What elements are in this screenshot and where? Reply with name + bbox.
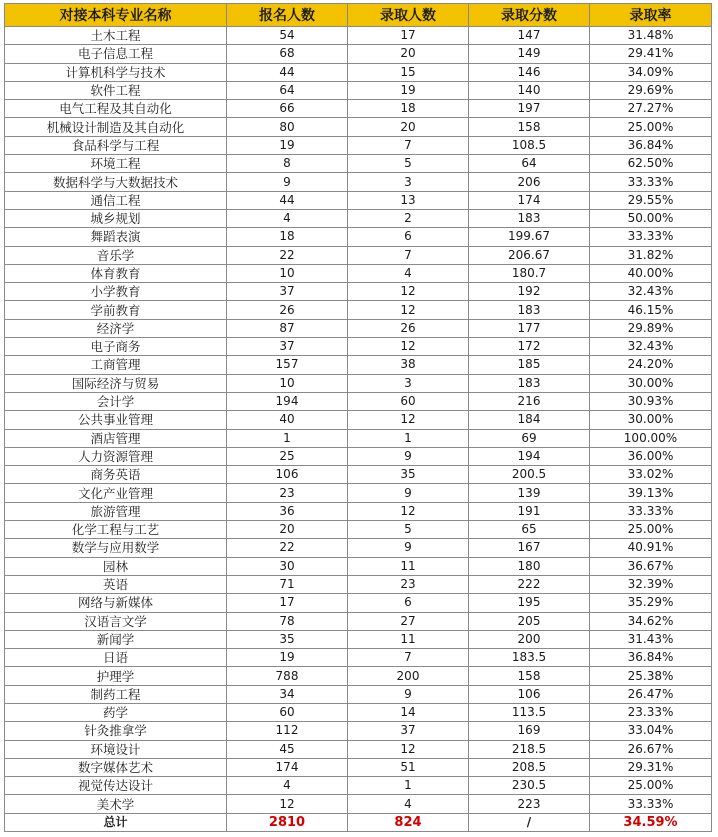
rate-cell: 25.00% (590, 521, 712, 539)
major-cell: 美术学 (5, 795, 227, 813)
major-cell: 小学教育 (5, 283, 227, 301)
table-row (5, 63, 712, 81)
major-cell: 汉语言文学 (5, 612, 227, 630)
header-applicants: 报名人数 (227, 4, 348, 27)
table-row (5, 246, 712, 264)
applicants-cell: 44 (227, 63, 348, 81)
applicants-cell: 1 (227, 429, 348, 447)
header-row (5, 4, 712, 27)
applicants-cell: 66 (227, 100, 348, 118)
major-cell: 通信工程 (5, 191, 227, 209)
major-cell: 化学工程与工艺 (5, 521, 227, 539)
table-row (5, 191, 712, 209)
admitted-cell: 26 (348, 319, 469, 337)
score-cell: 199.67 (469, 228, 590, 246)
header-rate: 录取率 (590, 4, 712, 27)
table-row (5, 392, 712, 410)
major-cell: 药学 (5, 703, 227, 721)
rate-cell: 39.13% (590, 484, 712, 502)
admitted-cell: 20 (348, 45, 469, 63)
applicants-cell: 157 (227, 356, 348, 374)
table-row (5, 594, 712, 612)
rate-cell: 25.00% (590, 118, 712, 136)
applicants-cell: 44 (227, 191, 348, 209)
applicants-cell: 37 (227, 338, 348, 356)
total-rate-cell: 34.59% (590, 813, 712, 831)
table-row (5, 374, 712, 392)
score-cell: 183.5 (469, 649, 590, 667)
admitted-cell: 7 (348, 649, 469, 667)
admitted-cell: 5 (348, 521, 469, 539)
table-row (5, 136, 712, 154)
major-cell: 食品科学与工程 (5, 136, 227, 154)
table-row (5, 795, 712, 813)
score-cell: 208.5 (469, 758, 590, 776)
rate-cell: 33.04% (590, 722, 712, 740)
table-row (5, 484, 712, 502)
table-row (5, 173, 712, 191)
admitted-cell: 23 (348, 575, 469, 593)
major-cell: 护理学 (5, 667, 227, 685)
major-cell: 网络与新媒体 (5, 594, 227, 612)
major-cell: 电子商务 (5, 338, 227, 356)
major-cell: 体育教育 (5, 264, 227, 282)
admitted-cell: 13 (348, 191, 469, 209)
score-cell: 183 (469, 301, 590, 319)
applicants-cell: 788 (227, 667, 348, 685)
admitted-cell: 1 (348, 777, 469, 795)
admitted-cell: 3 (348, 374, 469, 392)
score-cell: 183 (469, 209, 590, 227)
major-cell: 软件工程 (5, 81, 227, 99)
applicants-cell: 194 (227, 392, 348, 410)
table-row (5, 100, 712, 118)
table-row (5, 502, 712, 520)
table-row (5, 338, 712, 356)
rate-cell: 46.15% (590, 301, 712, 319)
score-cell: 158 (469, 667, 590, 685)
major-cell: 国际经济与贸易 (5, 374, 227, 392)
admitted-cell: 3 (348, 173, 469, 191)
admitted-cell: 12 (348, 411, 469, 429)
admitted-cell: 1 (348, 429, 469, 447)
applicants-cell: 37 (227, 283, 348, 301)
table-row (5, 630, 712, 648)
major-cell: 工商管理 (5, 356, 227, 374)
admitted-cell: 37 (348, 722, 469, 740)
admitted-cell: 7 (348, 136, 469, 154)
rate-cell: 33.33% (590, 228, 712, 246)
score-cell: 223 (469, 795, 590, 813)
admitted-cell: 6 (348, 594, 469, 612)
applicants-cell: 60 (227, 703, 348, 721)
major-cell: 商务英语 (5, 466, 227, 484)
major-cell: 旅游管理 (5, 502, 227, 520)
applicants-cell: 23 (227, 484, 348, 502)
major-cell: 公共事业管理 (5, 411, 227, 429)
admitted-cell: 12 (348, 338, 469, 356)
applicants-cell: 45 (227, 740, 348, 758)
table-row (5, 283, 712, 301)
applicants-cell: 10 (227, 374, 348, 392)
table-row (5, 356, 712, 374)
rate-cell: 36.84% (590, 649, 712, 667)
admitted-cell: 5 (348, 155, 469, 173)
rate-cell: 30.00% (590, 374, 712, 392)
major-cell: 文化产业管理 (5, 484, 227, 502)
applicants-cell: 30 (227, 557, 348, 575)
applicants-cell: 22 (227, 246, 348, 264)
applicants-cell: 174 (227, 758, 348, 776)
score-cell: 146 (469, 63, 590, 81)
rate-cell: 25.00% (590, 777, 712, 795)
total-applicants-cell: 2810 (227, 813, 348, 831)
applicants-cell: 34 (227, 685, 348, 703)
table-row (5, 758, 712, 776)
admitted-cell: 18 (348, 100, 469, 118)
table-row (5, 539, 712, 557)
admitted-cell: 12 (348, 283, 469, 301)
admitted-cell: 9 (348, 539, 469, 557)
score-cell: 191 (469, 502, 590, 520)
applicants-cell: 87 (227, 319, 348, 337)
major-cell: 酒店管理 (5, 429, 227, 447)
rate-cell: 100.00% (590, 429, 712, 447)
score-cell: 180.7 (469, 264, 590, 282)
major-cell: 电气工程及其自动化 (5, 100, 227, 118)
applicants-cell: 36 (227, 502, 348, 520)
applicants-cell: 19 (227, 136, 348, 154)
applicants-cell: 78 (227, 612, 348, 630)
table-body (5, 27, 712, 832)
table-row (5, 301, 712, 319)
table-row (5, 429, 712, 447)
admitted-cell: 4 (348, 795, 469, 813)
total-major-cell: 总计 (5, 813, 227, 831)
admitted-cell: 9 (348, 447, 469, 465)
applicants-cell: 40 (227, 411, 348, 429)
admission-table (4, 3, 712, 832)
admitted-cell: 35 (348, 466, 469, 484)
total-score-cell: / (469, 813, 590, 831)
major-cell: 音乐学 (5, 246, 227, 264)
score-cell: 139 (469, 484, 590, 502)
major-cell: 学前教育 (5, 301, 227, 319)
table-row (5, 466, 712, 484)
major-cell: 数字媒体艺术 (5, 758, 227, 776)
rate-cell: 31.48% (590, 27, 712, 45)
applicants-cell: 12 (227, 795, 348, 813)
major-cell: 环境工程 (5, 155, 227, 173)
score-cell: 200 (469, 630, 590, 648)
table-row (5, 777, 712, 795)
admitted-cell: 20 (348, 118, 469, 136)
rate-cell: 29.31% (590, 758, 712, 776)
score-cell: 140 (469, 81, 590, 99)
table-row (5, 612, 712, 630)
score-cell: 180 (469, 557, 590, 575)
table-row (5, 264, 712, 282)
rate-cell: 30.93% (590, 392, 712, 410)
major-cell: 新闻学 (5, 630, 227, 648)
major-cell: 英语 (5, 575, 227, 593)
admitted-cell: 12 (348, 301, 469, 319)
applicants-cell: 19 (227, 649, 348, 667)
admitted-cell: 51 (348, 758, 469, 776)
score-cell: 218.5 (469, 740, 590, 758)
major-cell: 舞蹈表演 (5, 228, 227, 246)
header-score: 录取分数 (469, 4, 590, 27)
major-cell: 机械设计制造及其自动化 (5, 118, 227, 136)
score-cell: 177 (469, 319, 590, 337)
rate-cell: 36.84% (590, 136, 712, 154)
table-row (5, 722, 712, 740)
score-cell: 69 (469, 429, 590, 447)
score-cell: 206.67 (469, 246, 590, 264)
score-cell: 65 (469, 521, 590, 539)
rate-cell: 26.67% (590, 740, 712, 758)
applicants-cell: 17 (227, 594, 348, 612)
score-cell: 195 (469, 594, 590, 612)
admitted-cell: 14 (348, 703, 469, 721)
score-cell: 184 (469, 411, 590, 429)
table-row (5, 667, 712, 685)
major-cell: 视觉传达设计 (5, 777, 227, 795)
rate-cell: 62.50% (590, 155, 712, 173)
major-cell: 城乡规划 (5, 209, 227, 227)
applicants-cell: 10 (227, 264, 348, 282)
major-cell: 会计学 (5, 392, 227, 410)
rate-cell: 33.33% (590, 795, 712, 813)
applicants-cell: 18 (227, 228, 348, 246)
score-cell: 205 (469, 612, 590, 630)
score-cell: 169 (469, 722, 590, 740)
table-row (5, 45, 712, 63)
applicants-cell: 106 (227, 466, 348, 484)
table-row (5, 447, 712, 465)
major-cell: 计算机科学与技术 (5, 63, 227, 81)
table-row (5, 81, 712, 99)
major-cell: 土木工程 (5, 27, 227, 45)
score-cell: 149 (469, 45, 590, 63)
table-row (5, 685, 712, 703)
header-major: 对接本科专业名称 (5, 4, 227, 27)
rate-cell: 34.09% (590, 63, 712, 81)
applicants-cell: 22 (227, 539, 348, 557)
admitted-cell: 19 (348, 81, 469, 99)
table-row (5, 228, 712, 246)
major-cell: 园林 (5, 557, 227, 575)
applicants-cell: 112 (227, 722, 348, 740)
rate-cell: 50.00% (590, 209, 712, 227)
admitted-cell: 11 (348, 630, 469, 648)
score-cell: 167 (469, 539, 590, 557)
rate-cell: 32.43% (590, 338, 712, 356)
table-row (5, 209, 712, 227)
admitted-cell: 4 (348, 264, 469, 282)
admitted-cell: 15 (348, 63, 469, 81)
score-cell: 230.5 (469, 777, 590, 795)
admitted-cell: 7 (348, 246, 469, 264)
applicants-cell: 4 (227, 209, 348, 227)
admitted-cell: 9 (348, 685, 469, 703)
rate-cell: 34.62% (590, 612, 712, 630)
rate-cell: 40.91% (590, 539, 712, 557)
applicants-cell: 20 (227, 521, 348, 539)
major-cell: 电子信息工程 (5, 45, 227, 63)
table-row (5, 521, 712, 539)
score-cell: 216 (469, 392, 590, 410)
rate-cell: 29.41% (590, 45, 712, 63)
major-cell: 数学与应用数学 (5, 539, 227, 557)
score-cell: 113.5 (469, 703, 590, 721)
admitted-cell: 11 (348, 557, 469, 575)
score-cell: 200.5 (469, 466, 590, 484)
admitted-cell: 12 (348, 740, 469, 758)
score-cell: 64 (469, 155, 590, 173)
rate-cell: 40.00% (590, 264, 712, 282)
admitted-cell: 9 (348, 484, 469, 502)
score-cell: 194 (469, 447, 590, 465)
table-row (5, 575, 712, 593)
table-row (5, 649, 712, 667)
major-cell: 经济学 (5, 319, 227, 337)
header-admitted: 录取人数 (348, 4, 469, 27)
applicants-cell: 71 (227, 575, 348, 593)
rate-cell: 29.55% (590, 191, 712, 209)
rate-cell: 32.43% (590, 283, 712, 301)
major-cell: 日语 (5, 649, 227, 667)
applicants-cell: 8 (227, 155, 348, 173)
rate-cell: 35.29% (590, 594, 712, 612)
admitted-cell: 60 (348, 392, 469, 410)
rate-cell: 33.33% (590, 173, 712, 191)
rate-cell: 36.67% (590, 557, 712, 575)
rate-cell: 27.27% (590, 100, 712, 118)
score-cell: 158 (469, 118, 590, 136)
rate-cell: 29.89% (590, 319, 712, 337)
rate-cell: 23.33% (590, 703, 712, 721)
admitted-cell: 6 (348, 228, 469, 246)
table-row (5, 118, 712, 136)
major-cell: 针灸推拿学 (5, 722, 227, 740)
score-cell: 185 (469, 356, 590, 374)
table-row (5, 27, 712, 45)
applicants-cell: 80 (227, 118, 348, 136)
rate-cell: 26.47% (590, 685, 712, 703)
table-row (5, 703, 712, 721)
total-row (5, 813, 712, 831)
admitted-cell: 200 (348, 667, 469, 685)
rate-cell: 30.00% (590, 411, 712, 429)
admitted-cell: 38 (348, 356, 469, 374)
rate-cell: 31.43% (590, 630, 712, 648)
applicants-cell: 9 (227, 173, 348, 191)
applicants-cell: 68 (227, 45, 348, 63)
score-cell: 222 (469, 575, 590, 593)
rate-cell: 24.20% (590, 356, 712, 374)
rate-cell: 31.82% (590, 246, 712, 264)
applicants-cell: 54 (227, 27, 348, 45)
score-cell: 172 (469, 338, 590, 356)
major-cell: 数据科学与大数据技术 (5, 173, 227, 191)
admitted-cell: 2 (348, 209, 469, 227)
score-cell: 206 (469, 173, 590, 191)
major-cell: 制药工程 (5, 685, 227, 703)
rate-cell: 29.69% (590, 81, 712, 99)
score-cell: 106 (469, 685, 590, 703)
admitted-cell: 12 (348, 502, 469, 520)
applicants-cell: 25 (227, 447, 348, 465)
admission-table-container (4, 3, 712, 832)
table-row (5, 155, 712, 173)
admitted-cell: 17 (348, 27, 469, 45)
admitted-cell: 27 (348, 612, 469, 630)
score-cell: 183 (469, 374, 590, 392)
table-row (5, 557, 712, 575)
score-cell: 192 (469, 283, 590, 301)
rate-cell: 33.33% (590, 502, 712, 520)
applicants-cell: 26 (227, 301, 348, 319)
score-cell: 108.5 (469, 136, 590, 154)
applicants-cell: 64 (227, 81, 348, 99)
score-cell: 147 (469, 27, 590, 45)
rate-cell: 25.38% (590, 667, 712, 685)
rate-cell: 32.39% (590, 575, 712, 593)
table-row (5, 319, 712, 337)
rate-cell: 36.00% (590, 447, 712, 465)
applicants-cell: 35 (227, 630, 348, 648)
table-row (5, 411, 712, 429)
score-cell: 197 (469, 100, 590, 118)
applicants-cell: 4 (227, 777, 348, 795)
score-cell: 174 (469, 191, 590, 209)
major-cell: 人力资源管理 (5, 447, 227, 465)
table-row (5, 740, 712, 758)
rate-cell: 33.02% (590, 466, 712, 484)
total-admitted-cell: 824 (348, 813, 469, 831)
major-cell: 环境设计 (5, 740, 227, 758)
